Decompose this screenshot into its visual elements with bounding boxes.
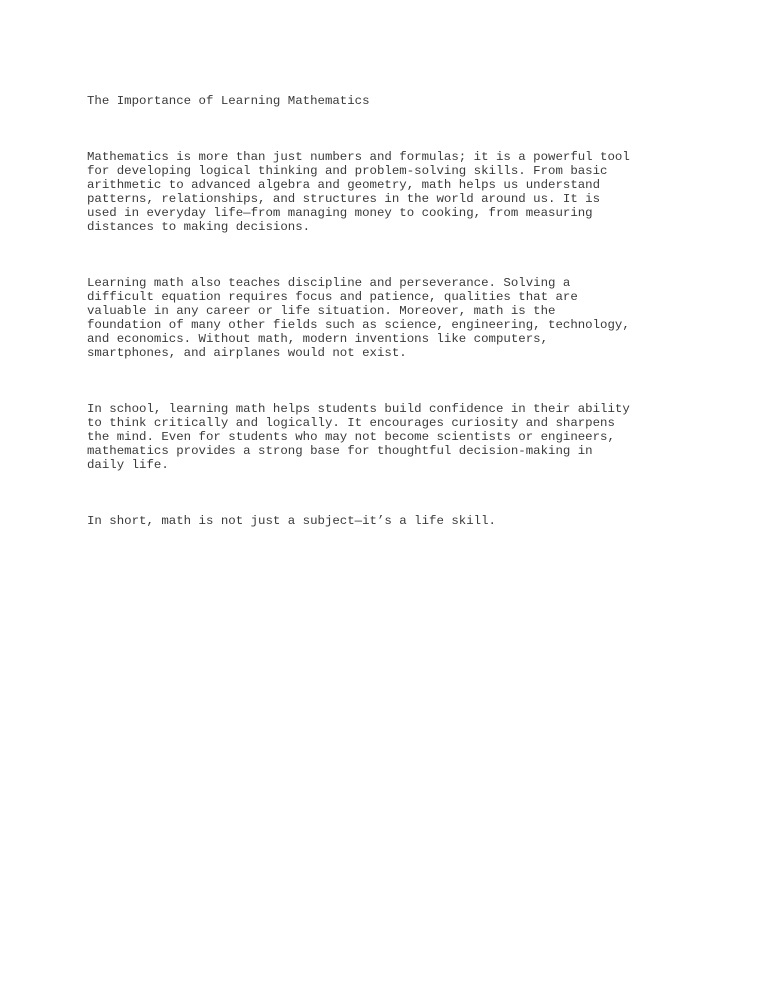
paragraph-2: Learning math also teaches discipline and perseverance. Solving a difficult equation requires focus and patience, qualities that are valuable in any career or life situation. Moreover, math is the foundation of many other fields such as science, engineering, technology, and economics. Without math, modern inventions like computers, smartphones, and airplanes would not exist. bbox=[87, 276, 630, 360]
paragraph-4: In short, math is not just a subject—it’s a life skill. bbox=[87, 514, 496, 528]
document-title: The Importance of Learning Mathematics bbox=[87, 94, 370, 108]
document-body bbox=[87, 66, 707, 570]
paragraph-1: Mathematics is more than just numbers and formulas; it is a powerful tool for developing logical thinking and problem-solving skills. From basic arithmetic to advanced algebra and geometry, math helps us understand patterns, relationships, and structures in the world around us. It is used in everyday life—from managing money to cooking, from measuring distances to making decisions. bbox=[87, 150, 630, 234]
paragraph-3: In school, learning math helps students build confidence in their ability to think critically and logically. It encourages curiosity and sharpens the mind. Even for students who may not become scientists or engineers, mathematics provides a strong base for thoughtful decision-making in daily life. bbox=[87, 402, 630, 472]
